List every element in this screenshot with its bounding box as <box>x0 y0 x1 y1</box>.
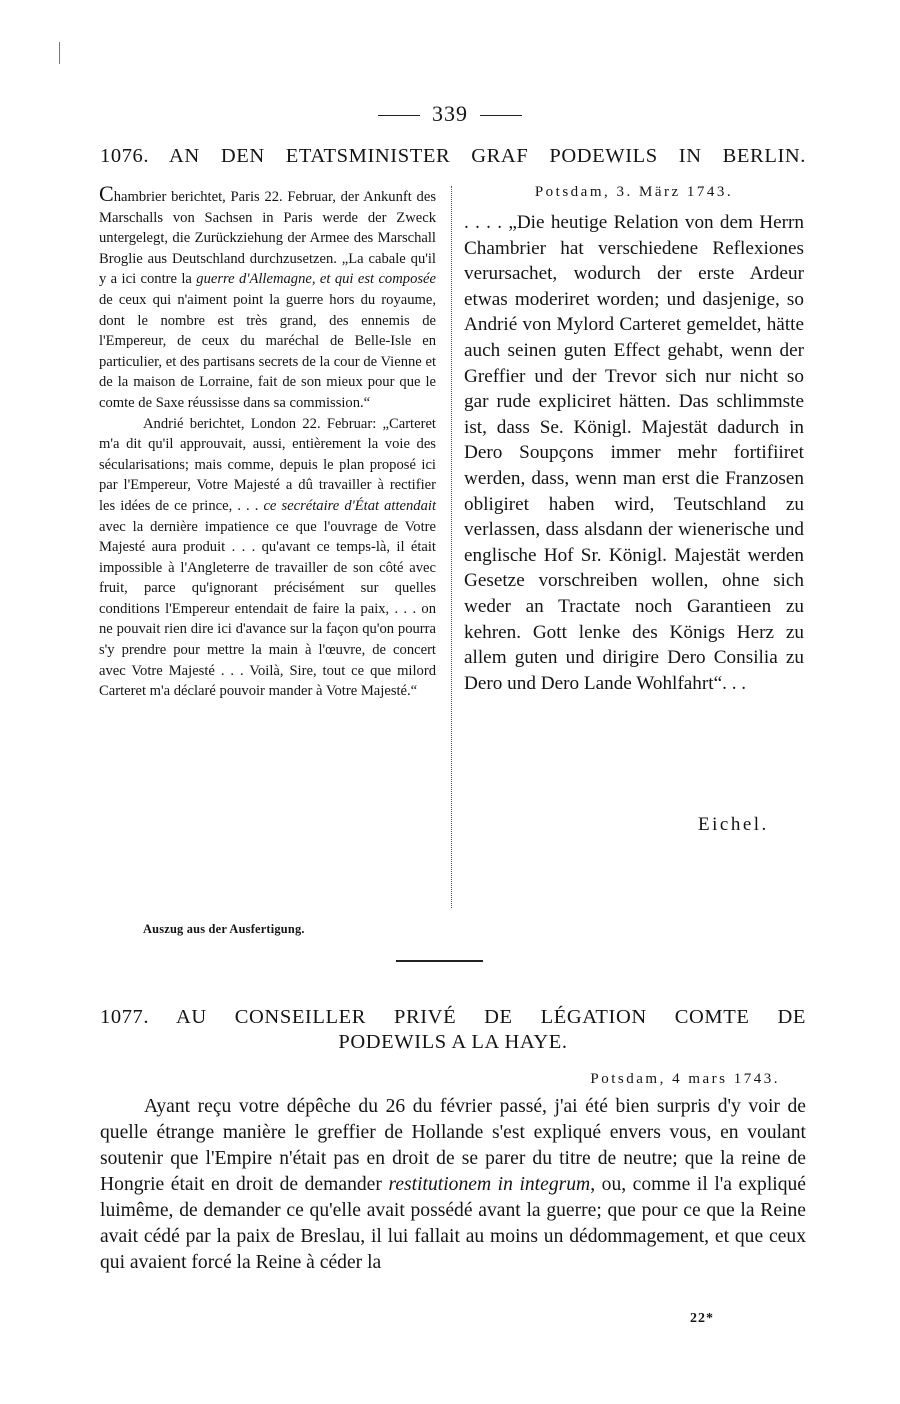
summary-paragraph-chambrier: Chambrier berichtet, Paris 22. Februar, der Ankunft des Marschalls von Sachsen in Paris werde der Zweck untergelegt, die Zurückziehung der Armee des Marschall Broglie aus Deutschland durchzusetzen. „La cabale qu'il y a ici contre la guerre d'Allemagne, et qui est composée de ceux qui n'aiment point la guerre hors du royaume, dont le nombre est très grand, des ennemis de l'Empereur, de ceux du maréchal de Belle-Isle en particulier, et des partisans secrets de la cour de Vienne et de la maison de Lorraine, fait de son mieux pour que le comte de Saxe réussisse dans sa commission.“ <box>99 181 436 411</box>
letter-1076-place-date: Potsdam, 3. März 1743. <box>534 184 734 200</box>
page-number-text: 339 <box>432 101 468 126</box>
letter-1076-summary-column <box>99 181 436 702</box>
page-number-dash-left <box>378 115 420 116</box>
letter-1077-heading-line-1: 1077. AU CONSEILLER PRIVÉ DE LÉGATION COMTE DE <box>100 1006 806 1028</box>
column-divider <box>451 186 452 908</box>
sheet-signature-mark: 22* <box>690 1311 714 1326</box>
letter-1077-text <box>100 1094 806 1276</box>
summary-paragraph-andrie: Andrié berichtet, London 22. Februar: „Carteret m'a dit qu'il approuvait, aussi, entièrement la voie des sécularisations; mais comme, depuis le plan proposé ici par l'Empereur, Votre Majesté a dû travailler à rectifier les idées de ce prince, . . . ce secrétaire d'État attendait avec la dernière impatience ce que l'ouvrage de Votre Majesté aura produit . . . qu'avant ce temps-là, il était impossible à l'Angleterre de travailler de son côté avec fruit, parce qu'ignorant précisément sur quelles conditions l'Empereur entendait de faire la paix, . . . on ne pouvait rien dire ici d'avance sur la façon qu'on pourra s'y prendre pour mettre la main à l'œuvre, de concert avec Votre Majesté . . . Voilà, Sire, tout ce que milord Carteret m'a déclaré pouvoir mander à Votre Majesté.“ <box>99 415 436 700</box>
section-divider-rule <box>396 960 483 962</box>
letter-1077-paragraph: Ayant reçu votre dépêche du 26 du février passé, j'ai été bien surpris d'y voir de quelle étrange manière le greffier de Hollande s'est expliqué envers vous, en voulant soutenir que l'Empire n'était pas en droit de se parer du titre de neutre; que la reine de Hongrie était en droit de demander restitutionem in integrum, ou, comme il l'a expliqué luimême, de demander ce qu'elle avait possédé avant la guerre; que pour ce que la Reine avait cédé par la paix de Breslau, il lui fallait au moins un dédommagement, et que ceux qui avaient forcé la Reine à céder la <box>100 1096 807 1273</box>
letter-1077-heading <box>100 1005 806 1055</box>
letter-1076-source-note: Auszug aus der Ausfertigung. <box>143 922 305 936</box>
scan-edge-mark <box>59 42 60 64</box>
letter-1076-heading: 1076. AN DEN ETATSMINISTER GRAF PODEWILS IN BERLIN. <box>100 145 806 167</box>
letter-1076-text: . . . . „Die heutige Relation von dem Herrn Chambrier hat verschiedene Reflexiones verursachet, wodurch der erste Ardeur etwas moderiret worden; und dasjenige, so Andrié von Mylord Carteret gemeldet, hätte auch seinen guten Effect gehabt, wenn der Greffier und der Trevor sich nur nicht so gar rude expliciret hätten. Das schlimmste ist, dass Se. Königl. Majestät dadurch in Dero Soupçons immer mehr fortifiiret werden, dass, wenn man erst die Franzosen obligiret haben wird, Teutschland zu verlassen, dass alsdann der wienerische und englische Hof Sr. Königl. Majestät werden Gesetze vorschreiben wollen, ohne sich weder an Tractate noch Garantieen zu kehren. Gott lenke des Königs Herz zu allem guten und dirigire Dero Consilia zu Dero und Dero Lande Wohlfahrt“. . . <box>464 212 804 694</box>
page-number-dash-right <box>480 115 522 116</box>
letter-1076-text-column <box>464 182 804 835</box>
letter-1077-heading-line-2: PODEWILS A LA HAYE. <box>338 1031 568 1053</box>
letter-1076-signature: Eichel. <box>698 814 769 835</box>
page-number <box>0 101 900 127</box>
letter-1077-place-date: Potsdam, 4 mars 1743. <box>590 1071 780 1087</box>
